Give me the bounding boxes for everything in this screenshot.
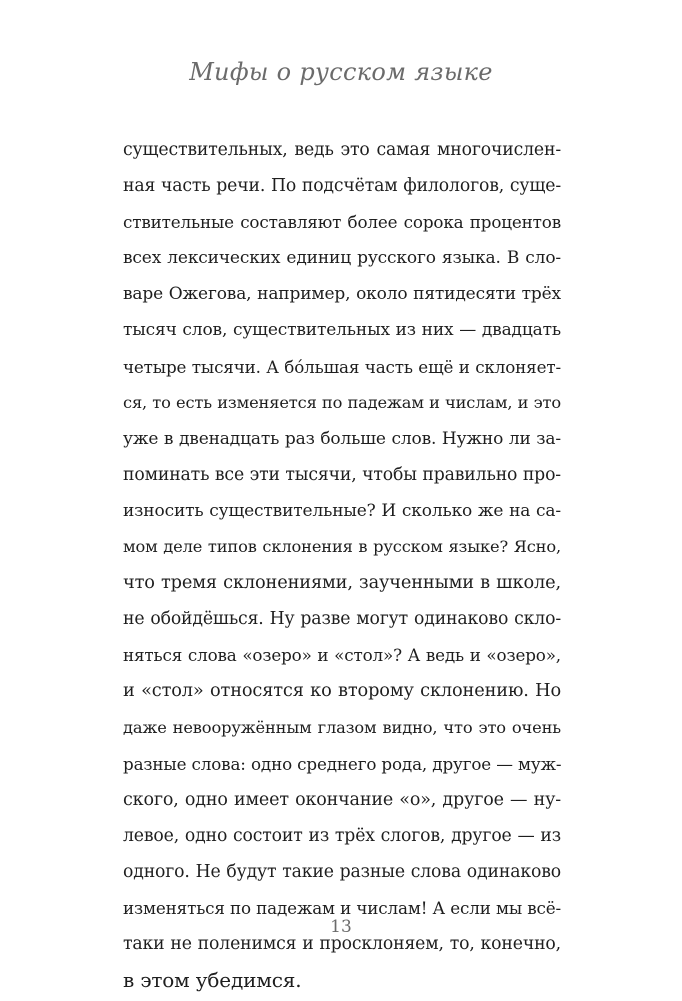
text-line: даже невооружённым глазом видно, что это очень [123,717,561,737]
text-line: существительных, ведь это самая многочислен- [123,140,561,160]
text-line: тысяч слов, существительных из них — двадцать [123,320,561,341]
text-line: разные слова: одно среднего рода, другое — муж- [123,753,562,774]
running-title: Мифы о русском языке [189,58,493,86]
text-line: ского, одно имеет окончание «о», другое — ну- [123,789,561,810]
text-line: левое, одно состоит из трёх слогов, другое — из [123,825,561,846]
text-line: изменяться по падежам и числам! А если мы всё- [123,897,561,918]
text-line: не обойдёшься. Ну разве могут одинаково скло- [123,609,561,630]
text-line: мом деле типов склонения в русском языке? Ясно, [123,537,561,557]
text-line: что тремя склонениями, заученными в школе, [123,573,561,594]
text-line: ся, то есть изменяется по падежам и числам, и это [123,392,561,412]
text-line: таки не поленимся и просклоняем, то, конечно, [123,934,561,955]
text-line: четыре тысячи. А бóльшая часть ещё и склоняет- [123,356,561,377]
text-line: и «стол» относятся ко второму склонению. Но [123,681,561,702]
text-line: ная часть речи. По подсчётам филологов, суще- [123,176,561,197]
text-line: одного. Не будут такие разные слова одинаково [123,861,561,882]
text-line: варе Ожегова, например, около пятидесяти трёх [123,284,561,305]
text-line: всех лексических единиц русского языка. В сло- [123,248,561,269]
text-line: ствительные составляют более сорока процентов [123,212,561,233]
text-line: в этом убедимся. [123,968,302,993]
text-line: износить существительные? И сколько же на са- [123,500,561,521]
body-text [123,132,561,998]
text-line: няться слова «озеро» и «стол»? А ведь и «озеро», [123,645,561,666]
page-number: 13 [330,917,352,937]
text-line: уже в двенадцать раз больше слов. Нужно ли за- [123,428,561,449]
text-line: поминать все эти тысячи, чтобы правильно про- [123,464,561,485]
